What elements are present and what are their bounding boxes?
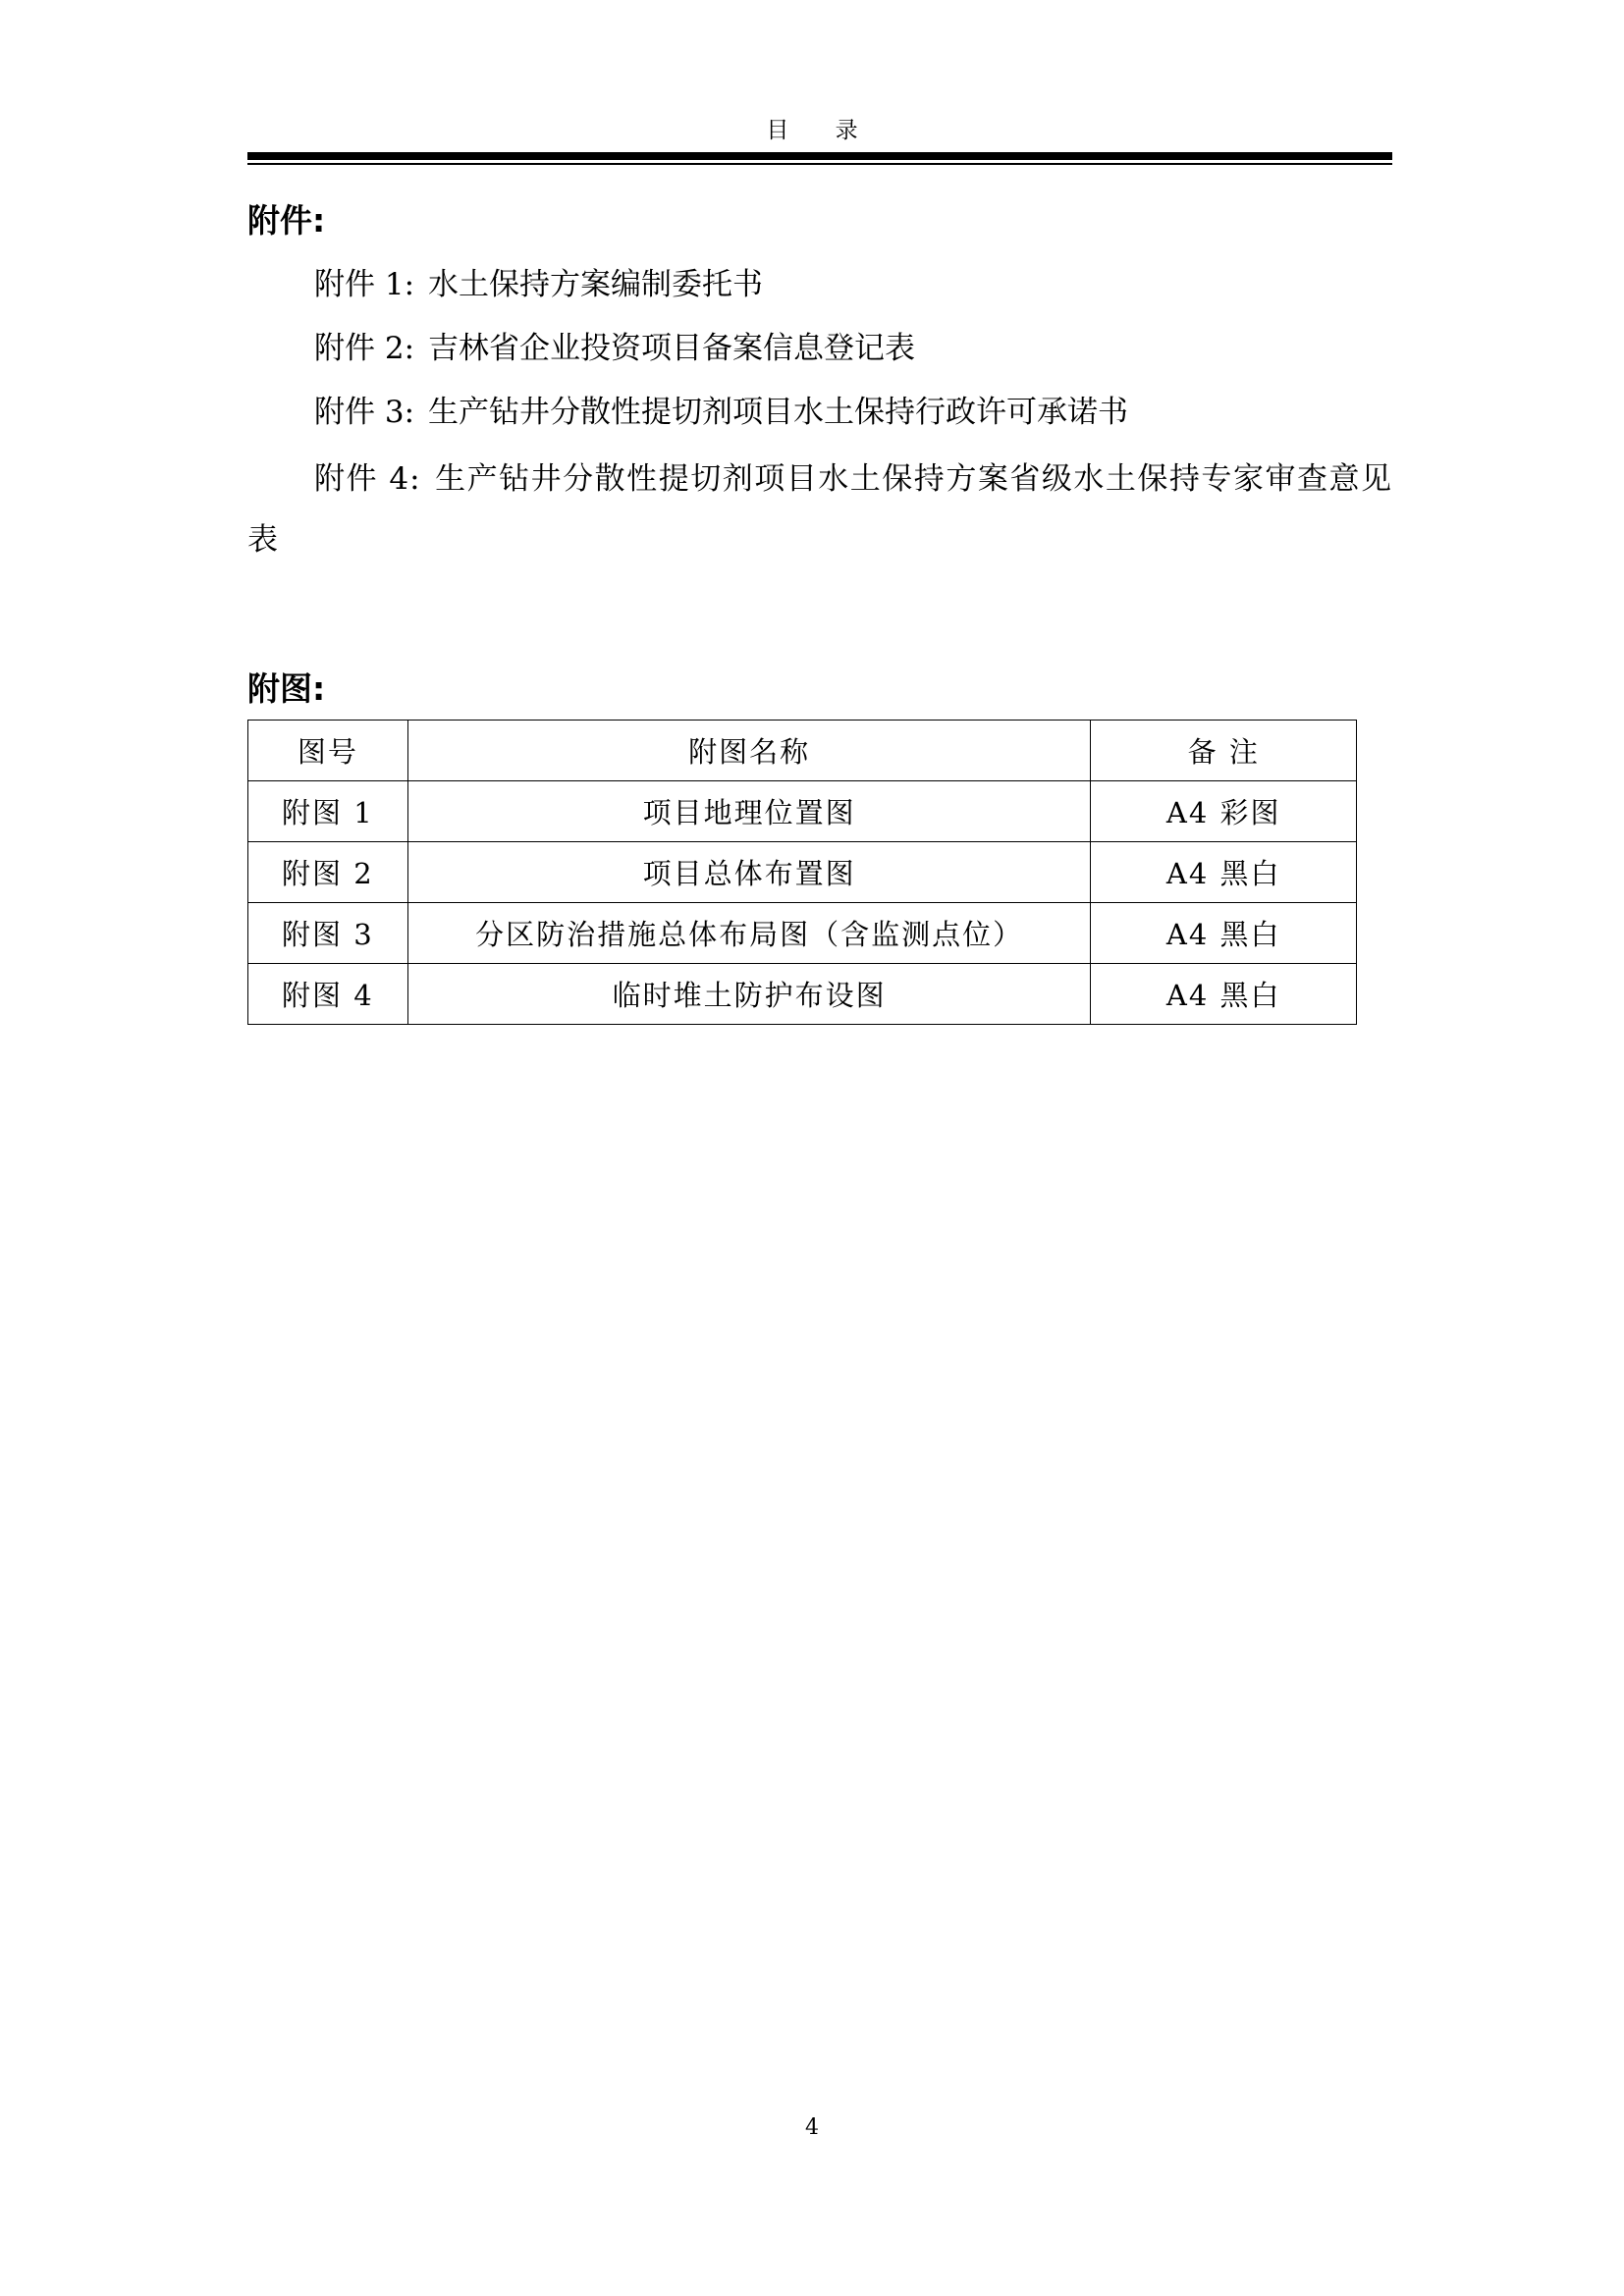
table-header-row bbox=[248, 721, 1357, 781]
attachment-text: 生产钻井分散性提切剂项目水土保持方案省级水土保持专家审查意见表 bbox=[247, 461, 1393, 558]
figure-number-cell: 附图 4 bbox=[248, 964, 408, 1025]
figure-number-cell: 附图 2 bbox=[248, 842, 408, 903]
attachment-item-4 bbox=[247, 449, 1392, 570]
page-number: 4 bbox=[805, 2115, 819, 2140]
table-row bbox=[248, 903, 1357, 964]
attachment-item-1 bbox=[314, 265, 763, 304]
page-header-title: 目 录 bbox=[766, 118, 878, 143]
figure-number-cell: 附图 1 bbox=[248, 781, 408, 842]
header-rule-thin bbox=[247, 163, 1392, 165]
figure-name-cell: 临时堆土防护布设图 bbox=[407, 964, 1091, 1025]
table-row bbox=[248, 781, 1357, 842]
attachment-text: 生产钻井分散性提切剂项目水土保持行政许可承诺书 bbox=[428, 395, 1129, 430]
figure-number-cell: 附图 3 bbox=[248, 903, 408, 964]
attachment-prefix: 附件 2: bbox=[314, 331, 415, 366]
figure-note-cell: A4 彩图 bbox=[1091, 781, 1357, 842]
attachment-prefix: 附件 3: bbox=[314, 395, 415, 430]
figure-note-cell: A4 黑白 bbox=[1091, 964, 1357, 1025]
attachment-item-2 bbox=[314, 329, 915, 368]
figure-name-cell: 分区防治措施总体布局图（含监测点位） bbox=[407, 903, 1091, 964]
figures-table bbox=[247, 720, 1357, 1025]
header-rule-thick bbox=[247, 152, 1392, 160]
attachment-prefix: 附件 4: bbox=[314, 461, 421, 497]
attachment-text: 吉林省企业投资项目备案信息登记表 bbox=[428, 331, 916, 366]
attachments-heading: 附件: bbox=[247, 201, 326, 240]
column-header-remarks: 备 注 bbox=[1091, 721, 1357, 781]
table-row bbox=[248, 964, 1357, 1025]
column-header-figure-number: 图号 bbox=[248, 721, 408, 781]
figure-note-cell: A4 黑白 bbox=[1091, 903, 1357, 964]
attachment-item-3 bbox=[314, 393, 1128, 432]
figure-note-cell: A4 黑白 bbox=[1091, 842, 1357, 903]
figure-name-cell: 项目总体布置图 bbox=[407, 842, 1091, 903]
figure-name-cell: 项目地理位置图 bbox=[407, 781, 1091, 842]
column-header-figure-name: 附图名称 bbox=[407, 721, 1091, 781]
figures-heading: 附图: bbox=[247, 669, 326, 708]
attachment-text: 水土保持方案编制委托书 bbox=[428, 267, 764, 302]
attachment-prefix: 附件 1: bbox=[314, 267, 415, 302]
table-row bbox=[248, 842, 1357, 903]
